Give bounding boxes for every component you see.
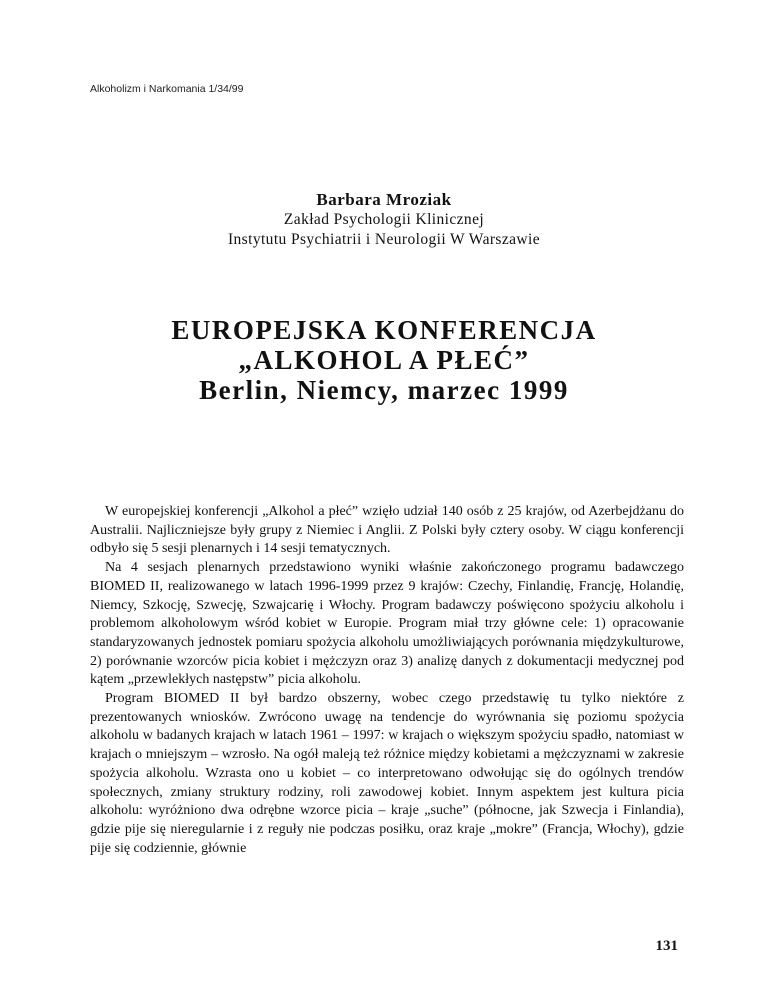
body-paragraph-3: Program BIOMED II był bardzo obszerny, wobec czego przedstawię tu tylko niektóre z prezentowanych wniosków. Zwrócono uwagę na tendencje do wyrównania się poziomu spożycia alkoholu w badanych krajach w latach 1961 – 1997: w krajach o większym spożyciu spadło, natomiast w krajach o mniejszym – wzrosło. Na ogół maleją też różnice między kobietami a mężczyznami w zakresie spożycia alkoholu. Wzrasta ono u kobiet – co interpretowano odwołując się do ogólnych trendów społecznych, zmiany struktury rodziny, roli zawodowej kobiet. Innym aspektem jest kultura picia alkoholu: wyróżniono dwa odrębne wzorce picia – kraje „suche” (północne, jak Szwecja i Finlandia), gdzie pije się nieregularnie i z reguły nie podczas posiłku, oraz kraje „mokre” (Francja, Włochy), gdzie pije się codziennie, głównie: [90, 691, 684, 856]
title-line-2: „ALKOHOL A PŁEĆ”: [238, 345, 530, 375]
author-name: Barbara Mroziak: [316, 190, 452, 209]
author-affiliation: Zakład Psychologii Klinicznej: [283, 211, 485, 228]
title-line-3: Berlin, Niemcy, marzec 1999: [199, 375, 569, 405]
page-number: 131: [655, 938, 678, 954]
article-title: [0, 315, 768, 405]
body-paragraph-2: Na 4 sesjach plenarnych przedstawiono wyniki właśnie zakończonego programu badawczego BIOMED II, realizowanego w latach 1996-1999 przez 9 krajów: Czechy, Finlandię, Francję, Holandię, Niemcy, Szkocję, Szwecję, Szwajcarię i Włochy. Program badawczy poświęcono spożyciu alkoholu i problemom alkoholowym wśród kobiet w Europie. Program miał trzy główne cele: 1) opracowanie standaryzowanych jednostek pomiaru spożycia alkoholu umożliwiających porównania międzykulturowe, 2) porównanie wzorców picia kobiet i mężczyzn oraz 3) analizę danych z dokumentacji medycznej pod kątem „przewlekłych następstw” picia alkoholu.: [90, 560, 684, 688]
author-institute: Instytutu Psychiatrii i Neurologii W Warszawie: [227, 231, 541, 248]
author-block: [0, 189, 768, 250]
title-line-1: EUROPEJSKA KONFERENCJA: [171, 315, 597, 345]
article-body: [90, 503, 684, 858]
journal-header: Alkoholizm i Narkomania 1/34/99: [90, 83, 244, 95]
body-paragraph-1: W europejskiej konferencji „Alkohol a płeć” wzięło udział 140 osób z 25 krajów, od Azerbejdżanu do Australii. Najliczniejsze były grupy z Niemiec i Anglii. Z Polski były cztery osoby. W ciągu konferencji odbyło się 5 sesji plenarnych i 14 sesji tematycznych.: [90, 504, 684, 557]
